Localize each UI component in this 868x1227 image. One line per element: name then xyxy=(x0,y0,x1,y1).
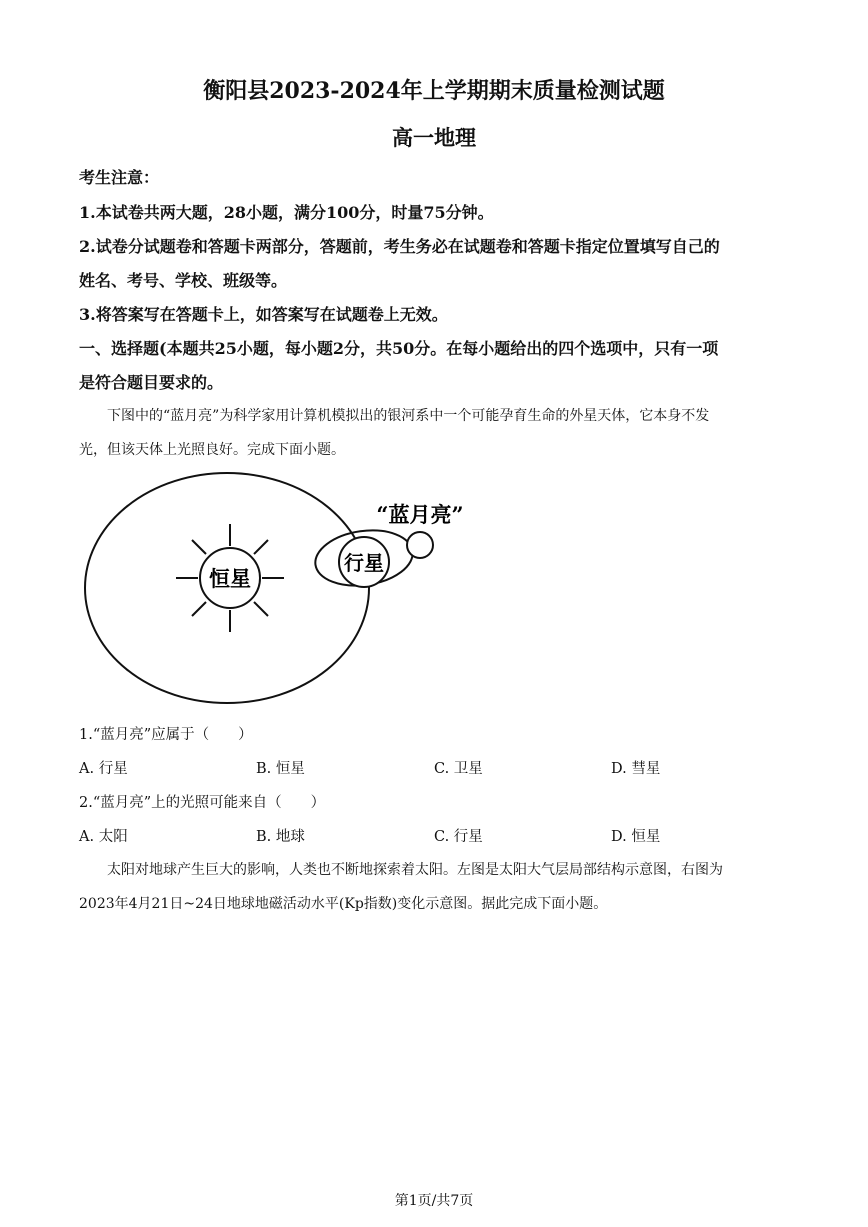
orbit-diagram xyxy=(70,462,490,712)
blue-moon-circle xyxy=(407,532,433,558)
exam-subject: 高一地理 xyxy=(392,125,476,150)
notice-item: 姓名、考号、学校、班级等。 xyxy=(79,271,288,290)
option-d: D. 彗星 xyxy=(611,761,661,777)
option-b: B. 恒星 xyxy=(256,761,305,777)
option-b: B. 地球 xyxy=(256,829,305,845)
section-heading: 一、选择题(本题共25小题，每小题2分，共50分。在每小题给出的四个选项中，只有一项 xyxy=(79,339,719,358)
passage-text: 下图中的“蓝月亮”为科学家用计算机模拟出的银河系中一个可能孕育生命的外星天体，它本身不发 xyxy=(107,408,710,424)
planet-label: 行星 xyxy=(344,551,384,575)
notice-item: 2.试卷分试题卷和答题卡两部分，答题前，考生务必在试题卷和答题卡指定位置填写自己的 xyxy=(79,237,720,256)
section-heading-cont: 是符合题目要求的。 xyxy=(79,373,224,392)
passage-text-cont: 2023年4月21日~24日地球地磁活动水平(Kp指数)变化示意图。据此完成下面小题。 xyxy=(79,896,608,912)
option-d: D. 恒星 xyxy=(611,829,661,845)
star-label: 恒星 xyxy=(209,566,251,591)
question-stem: 2.“蓝月亮”上的光照可能来自（ ） xyxy=(79,795,326,811)
question-stem: 1.“蓝月亮”应属于（ ） xyxy=(79,727,253,743)
notice-item: 3.将答案写在答题卡上，如答案写在试题卷上无效。 xyxy=(79,305,448,324)
page-number: 第1页/共7页 xyxy=(394,1193,474,1209)
passage-text-cont: 光，但该天体上光照良好。完成下面小题。 xyxy=(79,442,345,458)
blue-moon-label: “蓝月亮” xyxy=(376,502,464,527)
option-a: A. 太阳 xyxy=(79,829,128,845)
option-a: A. 行星 xyxy=(79,761,128,777)
option-c: C. 卫星 xyxy=(434,761,483,777)
notice-heading: 考生注意： xyxy=(79,168,160,187)
exam-title: 衡阳县2023-2024年上学期期末质量检测试题 xyxy=(203,78,665,104)
notice-item: 1.本试卷共两大题，28小题，满分100分，时量75分钟。 xyxy=(79,203,494,222)
option-c: C. 行星 xyxy=(434,829,483,845)
passage-text: 太阳对地球产生巨大的影响，人类也不断地探索着太阳。左图是太阳大气层局部结构示意图，右图为 xyxy=(107,862,723,878)
